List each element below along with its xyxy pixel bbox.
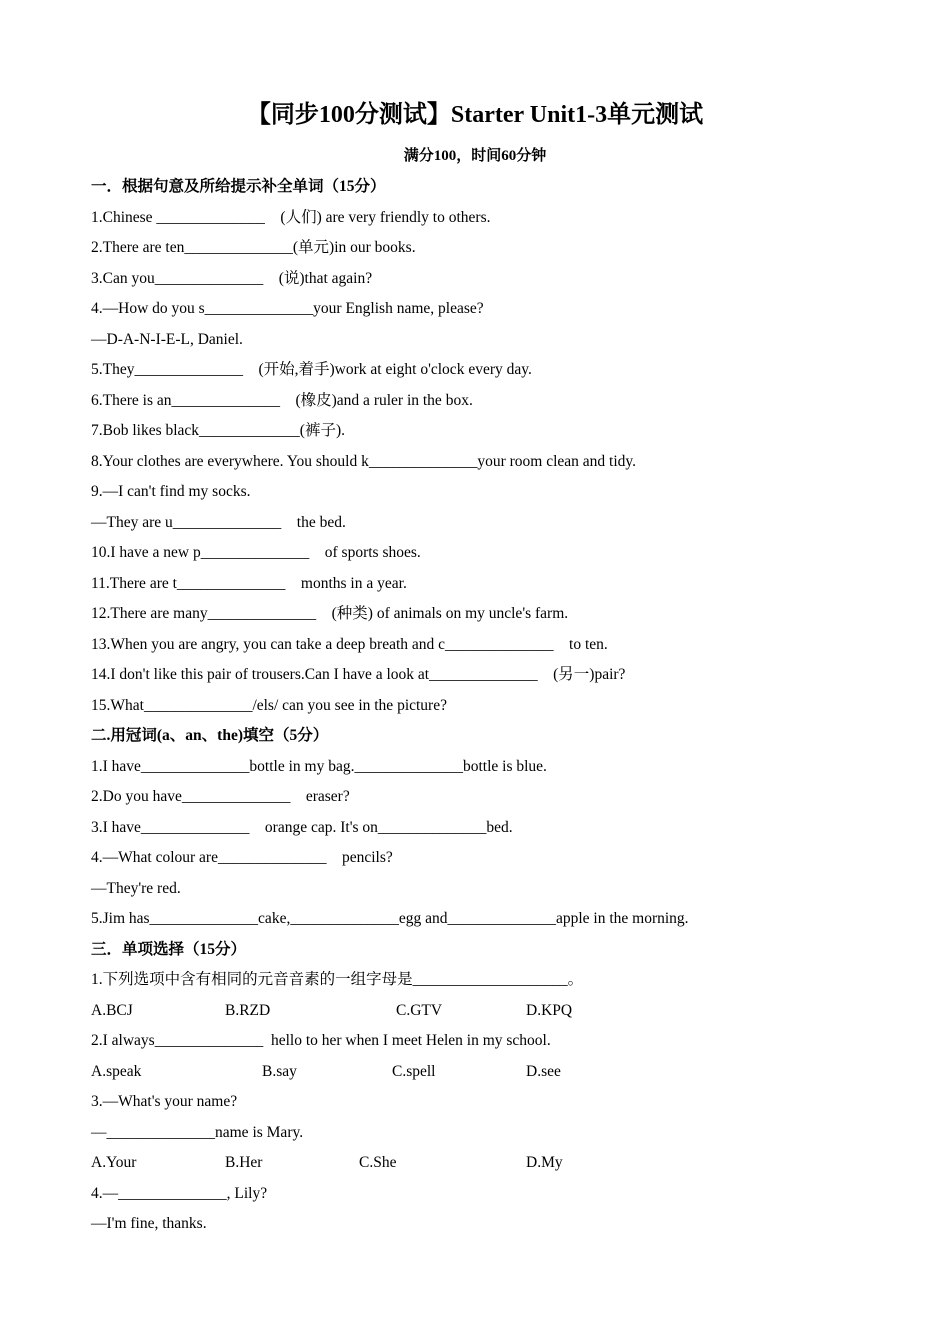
question-line: 2.Do you have______________ eraser? — [91, 788, 350, 805]
question-line: 10.I have a new p______________ of sports shoes. — [91, 544, 421, 561]
option-a: A.Your — [91, 1154, 137, 1171]
option-b: B.say — [262, 1062, 297, 1080]
question-line: 7.Bob likes black_____________(裤子). — [91, 422, 346, 439]
page-subtitle: 满分100，时间60分钟 — [403, 148, 547, 164]
question-line: —I'm fine, thanks. — [91, 1215, 207, 1232]
option-c: C.She — [359, 1154, 397, 1171]
question-line: —They're red. — [91, 879, 181, 897]
question-line: 4.—What colour are______________ pencils? — [91, 849, 393, 866]
option-a: A.BCJ — [91, 1001, 133, 1019]
section-heading: 二.用冠词(a、an、the)填空（5分） — [91, 727, 329, 744]
option-b: B.RZD — [225, 1001, 271, 1019]
question-line: 15.What______________/els/ can you see in the picture? — [91, 696, 447, 714]
page-title: 【同步100分测试】Starter Unit1-3单元测试 — [246, 102, 704, 128]
question-line: 1.I have______________bottle in my bag.______________bottle is blue. — [91, 757, 547, 775]
question-line: 2.There are ten______________(单元)in our books. — [91, 239, 416, 256]
question-line: 12.There are many______________ (种类) of animals on my uncle's farm. — [91, 605, 569, 622]
option-d: D.see — [526, 1062, 561, 1080]
question-line: —They are u______________ the bed. — [91, 513, 346, 531]
question-line: 3.I have______________ orange cap. It's on______________bed. — [91, 818, 513, 836]
section-heading: 三．单项选择（15分） — [91, 940, 247, 958]
question-line: 1.下列选项中含有相同的元音音素的一组字母是____________________。 — [91, 971, 584, 988]
question-line: 1.Chinese ______________ (人们) are very friendly to others. — [91, 208, 491, 226]
question-line: 3.—What's your name? — [91, 1093, 238, 1110]
question-line: 3.Can you______________ (说)that again? — [91, 269, 373, 287]
option-a: A.speak — [91, 1062, 142, 1080]
section-heading: 一．根据句意及所给提示补全单词（15分） — [91, 178, 386, 195]
question-line: 5.Jim has______________cake,______________egg and______________apple in the morning. — [91, 910, 689, 927]
option-b: B.Her — [225, 1154, 263, 1171]
answer-options — [91, 1148, 891, 1179]
question-line: —______________name is Mary. — [91, 1123, 304, 1141]
option-d: D.My — [526, 1154, 563, 1171]
question-line: 14.I don't like this pair of trousers.Can I have a look at______________ (另一)pair? — [91, 666, 626, 683]
option-c: C.GTV — [396, 1001, 443, 1019]
question-line: 9.—I can't find my socks. — [91, 483, 251, 500]
question-line: 13.When you are angry, you can take a deep breath and c______________ to ten. — [91, 635, 608, 653]
question-line: 8.Your clothes are everywhere. You should k______________your room clean and tidy. — [91, 452, 637, 470]
option-c: C.spell — [392, 1062, 436, 1080]
question-line: 11.There are t______________ months in a year. — [91, 574, 407, 592]
answer-options — [91, 996, 891, 1027]
question-line: 4.—______________, Lily? — [91, 1184, 268, 1202]
question-line: —D-A-N-I-E-L, Daniel. — [91, 330, 243, 348]
answer-options — [91, 1057, 891, 1088]
question-line: 4.—How do you s______________your English name, please? — [91, 300, 484, 317]
question-line: 6.There is an______________ (橡皮)and a ruler in the box. — [91, 391, 473, 409]
option-d: D.KPQ — [526, 1001, 573, 1019]
question-line: 5.They______________ (开始,着手)work at eight o'clock every day. — [91, 361, 532, 378]
worksheet-body — [91, 172, 891, 1240]
question-line: 2.I always______________ hello to her when I meet Helen in my school. — [91, 1032, 551, 1049]
